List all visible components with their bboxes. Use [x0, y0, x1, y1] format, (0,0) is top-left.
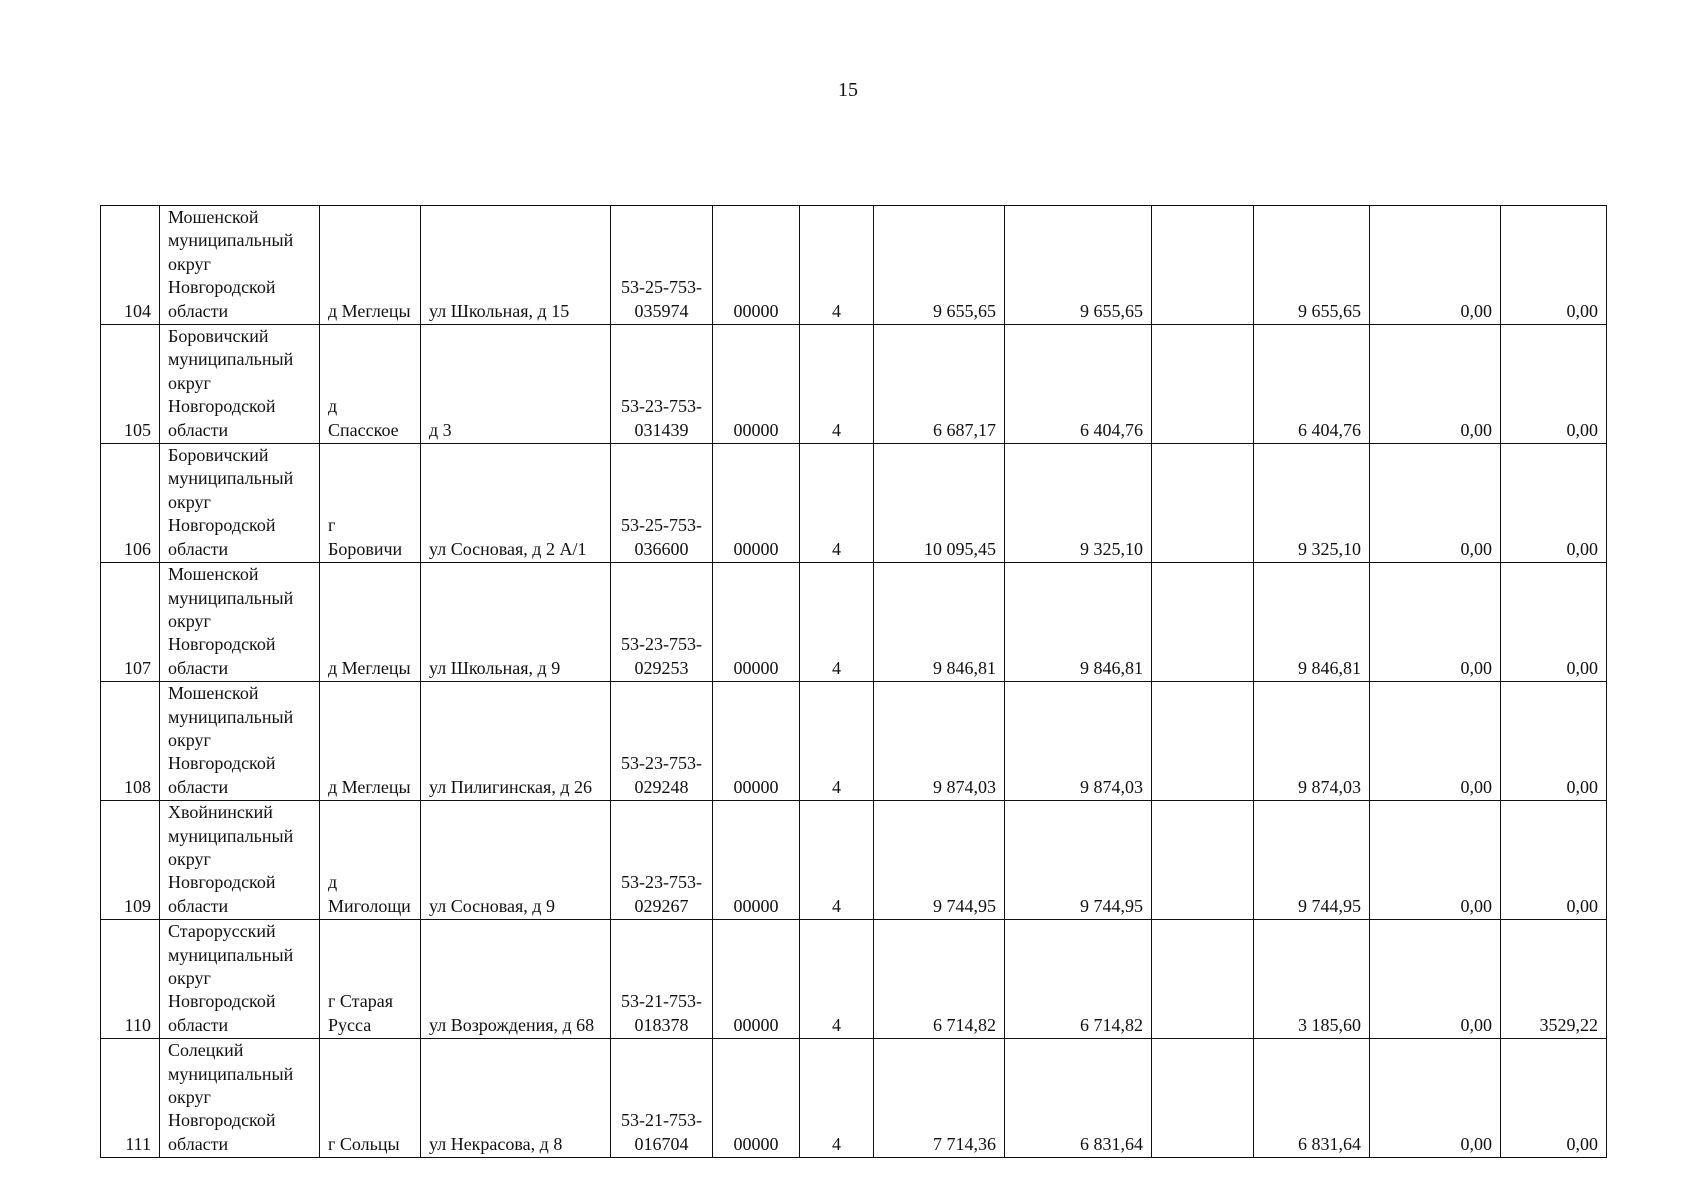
table-row — [101, 325, 1607, 444]
amount-1-cell: 6 714,82 — [874, 920, 1005, 1039]
amount-4-cell: 9 325,10 — [1254, 444, 1370, 563]
row-number-cell: 107 — [101, 563, 160, 682]
count-cell: 4 — [800, 920, 874, 1039]
locality-cell: г Старая Русса — [320, 920, 421, 1039]
municipality-cell: Мошенской муниципальный округ Новгородской области — [160, 563, 320, 682]
municipality-cell: Хвойнинский муниципальный округ Новгородской области — [160, 801, 320, 920]
code-cell: 53-25-753-035974 — [611, 206, 713, 325]
amount-3-cell — [1152, 563, 1254, 682]
code-cell: 53-21-753-016704 — [611, 1039, 713, 1158]
amount-1-cell: 9 744,95 — [874, 801, 1005, 920]
amount-5-cell: 0,00 — [1370, 1039, 1501, 1158]
code-cell: 53-23-753-029248 — [611, 682, 713, 801]
locality-cell: г Сольцы — [320, 1039, 421, 1158]
amount-2-cell: 9 846,81 — [1005, 563, 1152, 682]
amount-3-cell — [1152, 801, 1254, 920]
amount-6-cell: 0,00 — [1501, 444, 1607, 563]
municipality-cell: Боровичский муниципальный округ Новгородской области — [160, 444, 320, 563]
zero-code-cell: 00000 — [713, 682, 800, 801]
amount-4-cell: 9 846,81 — [1254, 563, 1370, 682]
row-number-cell: 106 — [101, 444, 160, 563]
amount-5-cell: 0,00 — [1370, 444, 1501, 563]
municipality-cell: Боровичский муниципальный округ Новгородской области — [160, 325, 320, 444]
count-cell: 4 — [800, 801, 874, 920]
code-cell: 53-23-753-029267 — [611, 801, 713, 920]
amount-5-cell: 0,00 — [1370, 325, 1501, 444]
zero-code-cell: 00000 — [713, 563, 800, 682]
municipality-cell: Старорусский муниципальный округ Новгородской области — [160, 920, 320, 1039]
amount-5-cell: 0,00 — [1370, 206, 1501, 325]
table-row — [101, 563, 1607, 682]
address-cell: ул Школьная, д 15 — [421, 206, 611, 325]
amount-2-cell: 6 831,64 — [1005, 1039, 1152, 1158]
address-cell: ул Возрождения, д 68 — [421, 920, 611, 1039]
amount-1-cell: 7 714,36 — [874, 1039, 1005, 1158]
zero-code-cell: 00000 — [713, 206, 800, 325]
zero-code-cell: 00000 — [713, 801, 800, 920]
address-cell: ул Сосновая, д 9 — [421, 801, 611, 920]
count-cell: 4 — [800, 206, 874, 325]
code-cell: 53-25-753-036600 — [611, 444, 713, 563]
amount-2-cell: 6 404,76 — [1005, 325, 1152, 444]
amount-2-cell: 9 874,03 — [1005, 682, 1152, 801]
amount-4-cell: 9 655,65 — [1254, 206, 1370, 325]
amount-3-cell — [1152, 920, 1254, 1039]
amount-5-cell: 0,00 — [1370, 682, 1501, 801]
row-number-cell: 104 — [101, 206, 160, 325]
locality-cell: д Миголощи — [320, 801, 421, 920]
code-cell: 53-23-753-029253 — [611, 563, 713, 682]
address-cell: ул Сосновая, д 2 А/1 — [421, 444, 611, 563]
amount-6-cell: 0,00 — [1501, 325, 1607, 444]
registry-table — [100, 205, 1607, 1158]
table-row — [101, 1039, 1607, 1158]
amount-5-cell: 0,00 — [1370, 801, 1501, 920]
amount-3-cell — [1152, 444, 1254, 563]
address-cell: ул Школьная, д 9 — [421, 563, 611, 682]
amount-3-cell — [1152, 206, 1254, 325]
amount-2-cell: 9 325,10 — [1005, 444, 1152, 563]
amount-4-cell: 9 874,03 — [1254, 682, 1370, 801]
municipality-cell: Солецкий муниципальный округ Новгородской области — [160, 1039, 320, 1158]
amount-2-cell: 9 655,65 — [1005, 206, 1152, 325]
table-row — [101, 801, 1607, 920]
amount-2-cell: 9 744,95 — [1005, 801, 1152, 920]
amount-3-cell — [1152, 325, 1254, 444]
amount-5-cell: 0,00 — [1370, 563, 1501, 682]
registry-table-body — [101, 206, 1607, 1158]
municipality-cell: Мошенской муниципальный округ Новгородской области — [160, 682, 320, 801]
count-cell: 4 — [800, 325, 874, 444]
amount-3-cell — [1152, 1039, 1254, 1158]
amount-1-cell: 6 687,17 — [874, 325, 1005, 444]
row-number-cell: 108 — [101, 682, 160, 801]
amount-6-cell: 0,00 — [1501, 206, 1607, 325]
code-cell: 53-21-753-018378 — [611, 920, 713, 1039]
zero-code-cell: 00000 — [713, 920, 800, 1039]
count-cell: 4 — [800, 1039, 874, 1158]
locality-cell: д Меглецы — [320, 206, 421, 325]
zero-code-cell: 00000 — [713, 1039, 800, 1158]
address-cell: д 3 — [421, 325, 611, 444]
amount-5-cell: 0,00 — [1370, 920, 1501, 1039]
code-cell: 53-23-753-031439 — [611, 325, 713, 444]
locality-cell: г Боровичи — [320, 444, 421, 563]
table-row — [101, 444, 1607, 563]
locality-cell: д Меглецы — [320, 563, 421, 682]
row-number-cell: 105 — [101, 325, 160, 444]
amount-4-cell: 3 185,60 — [1254, 920, 1370, 1039]
zero-code-cell: 00000 — [713, 444, 800, 563]
amount-6-cell: 0,00 — [1501, 801, 1607, 920]
table-row — [101, 206, 1607, 325]
count-cell: 4 — [800, 444, 874, 563]
amount-6-cell: 3529,22 — [1501, 920, 1607, 1039]
row-number-cell: 109 — [101, 801, 160, 920]
address-cell: ул Некрасова, д 8 — [421, 1039, 611, 1158]
row-number-cell: 111 — [101, 1039, 160, 1158]
amount-2-cell: 6 714,82 — [1005, 920, 1152, 1039]
address-cell: ул Пилигинская, д 26 — [421, 682, 611, 801]
count-cell: 4 — [800, 563, 874, 682]
zero-code-cell: 00000 — [713, 325, 800, 444]
amount-4-cell: 9 744,95 — [1254, 801, 1370, 920]
locality-cell: д Меглецы — [320, 682, 421, 801]
amount-4-cell: 6 404,76 — [1254, 325, 1370, 444]
amount-3-cell — [1152, 682, 1254, 801]
table-row — [101, 682, 1607, 801]
amount-6-cell: 0,00 — [1501, 682, 1607, 801]
municipality-cell: Мошенской муниципальный округ Новгородской области — [160, 206, 320, 325]
locality-cell: д Спасское — [320, 325, 421, 444]
page-number: 15 — [838, 79, 858, 101]
amount-6-cell: 0,00 — [1501, 563, 1607, 682]
row-number-cell: 110 — [101, 920, 160, 1039]
amount-4-cell: 6 831,64 — [1254, 1039, 1370, 1158]
amount-1-cell: 9 846,81 — [874, 563, 1005, 682]
amount-1-cell: 9 874,03 — [874, 682, 1005, 801]
amount-1-cell: 10 095,45 — [874, 444, 1005, 563]
amount-1-cell: 9 655,65 — [874, 206, 1005, 325]
count-cell: 4 — [800, 682, 874, 801]
amount-6-cell: 0,00 — [1501, 1039, 1607, 1158]
table-row — [101, 920, 1607, 1039]
